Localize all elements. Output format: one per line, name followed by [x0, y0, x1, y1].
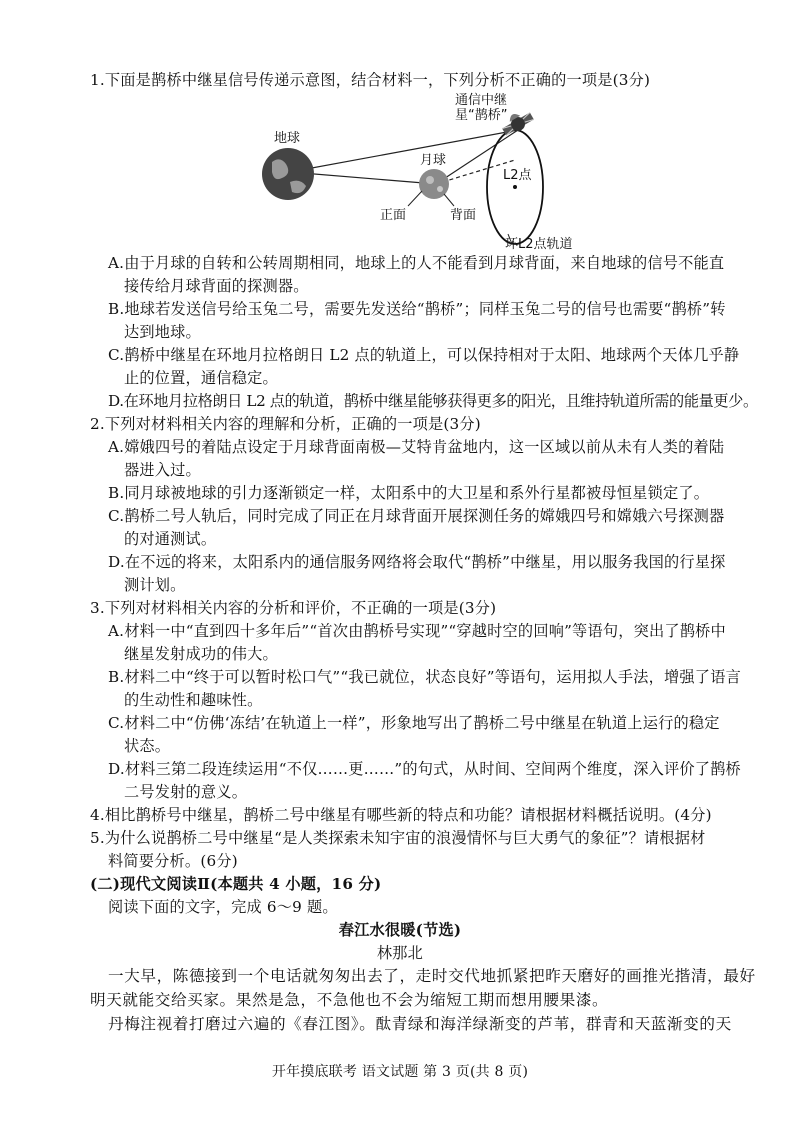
section-heading: (二)现代文阅读Ⅱ(本题共 4 小题，16 分): [90, 875, 382, 893]
q2-option-c-line2: 的对通测试。: [124, 530, 217, 548]
q2-option-c-line1: C.鹊桥二号人轨后，同时完成了同正在月球背面开展探测任务的嫦娥四号和嫦娥六号探测器: [108, 507, 725, 525]
q1-option-b-line2: 达到地球。: [124, 323, 201, 341]
signal-line-earth-relay: [290, 130, 518, 172]
q1-option-b-line1: B.地球若发送信号给玉兔二号，需要先发送给“鹊桥”；同样玉兔二号的信号也需要“鹊桥”转: [108, 300, 726, 318]
q1-option-a-line2: 接传给月球背面的探测器。: [124, 277, 309, 295]
q3-option-d-line2: 二号发射的意义。: [124, 783, 248, 801]
q3-option-a-line2: 继星发射成功的伟大。: [124, 645, 278, 663]
label-relay-line1: 通信中继: [455, 93, 508, 108]
q3-option-c-line1: C.材料二中“仿佛‘冻结’在轨道上一样”，形象地写出了鹊桥二号中继星在轨道上运行的稳定: [108, 714, 720, 732]
front-pointer: [408, 191, 422, 206]
q2-option-a-line1: A.嫦娥四号的着陆点设定于月球背面南极—艾特肯盆地内，这一区域以前从未有人类的着陆: [108, 438, 725, 456]
label-l2: L2点: [503, 168, 532, 183]
q2-option-b: B.同月球被地球的引力逐渐锁定一样，太阳系中的大卫星和系外行星都被母恒星锁定了。: [108, 484, 710, 502]
article-para1-line2: 明天就能交给买家。果然是急，不急他也不会为缩短工期而想用腰果漆。: [90, 991, 609, 1009]
q1-stem: 1.下面是鹊桥中继星信号传递示意图，结合材料一，下列分析不正确的一项是(3分): [90, 71, 651, 89]
section-instruction: 阅读下面的文字，完成 6～9 题。: [108, 898, 338, 916]
page-footer: 开年摸底联考 语文试题 第 3 页(共 8 页): [271, 1064, 529, 1080]
moon-crater: [426, 176, 434, 184]
label-relay-line2: 星“鹊桥”: [455, 108, 508, 123]
q5-stem-line1: 5.为什么说鹊桥二号中继星“是人类探索未知宇宙的浪漫情怀与巨大勇气的象征”？请根据材: [90, 829, 706, 847]
label-orbit: 环L2点轨道: [505, 237, 573, 250]
l2-point: [513, 185, 517, 189]
moon-crater: [437, 186, 443, 192]
q3-option-c-line2: 状态。: [124, 737, 171, 755]
label-earth: 地球: [274, 131, 301, 146]
article-title: 春江水很暖(节选): [338, 921, 462, 939]
q2-option-d-line1: D.在不远的将来，太阳系内的通信服务网络将会取代“鹊桥”中继星，用以服务我国的行星探: [108, 553, 726, 571]
back-pointer: [444, 194, 454, 206]
q2-option-a-line2: 器进入过。: [124, 461, 201, 479]
label-front: 正面: [380, 208, 407, 223]
label-moon: 月球: [420, 153, 447, 168]
article-para2-line1: 丹梅注视着打磨过六遍的《春江图》。酞青绿和海洋绿渐变的芦苇，群青和天蓝渐变的天: [108, 1015, 732, 1033]
q3-option-a-line1: A.材料一中“直到四十多年后”“首次由鹊桥号实现”“穿越时空的回响”等语句，突出了鹊桥中: [108, 622, 726, 640]
q2-option-d-line2: 测计划。: [124, 576, 186, 594]
q1-option-c-line1: C.鹊桥中继星在环地月拉格朗日 L2 点的轨道上，可以保持相对于太阳、地球两个天体几乎静: [108, 346, 740, 364]
q1-option-a-line1: A.由于月球的自转和公转周期相同，地球上的人不能看到月球背面，来自地球的信号不能直: [108, 254, 725, 272]
q5-stem-line2: 料简要分析。(6分): [108, 852, 238, 870]
article-para1-line1: 一大早，陈德接到一个电话就匆匆出去了，走时交代地抓紧把昨天磨好的画推光揩清，最好: [108, 967, 756, 985]
article-author: 林那北: [376, 944, 424, 962]
q2-stem: 2.下列对材料相关内容的理解和分析，正确的一项是(3分): [90, 415, 481, 433]
q1-option-c-line2: 止的位置，通信稳定。: [124, 369, 278, 387]
q1-option-d: D.在环地月拉格朗日 L2 点的轨道，鹊桥中继星能够获得更多的阳光，且维持轨道所需的能量更少。: [108, 392, 758, 410]
relay-diagram: [250, 92, 580, 250]
earth-icon: [262, 148, 314, 200]
q3-stem: 3.下列对材料相关内容的分析和评价，不正确的一项是(3分): [90, 599, 497, 617]
q3-option-b-line1: B.材料二中“终于可以暂时松口气”“我已就位，状态良好”等语句，运用拟人手法，增强了语言: [108, 668, 741, 686]
q3-option-d-line1: D.材料三第二段连续运用“不仅……更……”的句式，从时间、空间两个维度，深入评价了鹊桥: [108, 760, 741, 778]
q3-option-b-line2: 的生动性和趣味性。: [124, 691, 263, 709]
q4-stem: 4.相比鹊桥号中继星，鹊桥二号中继星有哪些新的特点和功能？请根据材料概括说明。(4分): [90, 806, 712, 824]
label-back: 背面: [450, 208, 477, 223]
